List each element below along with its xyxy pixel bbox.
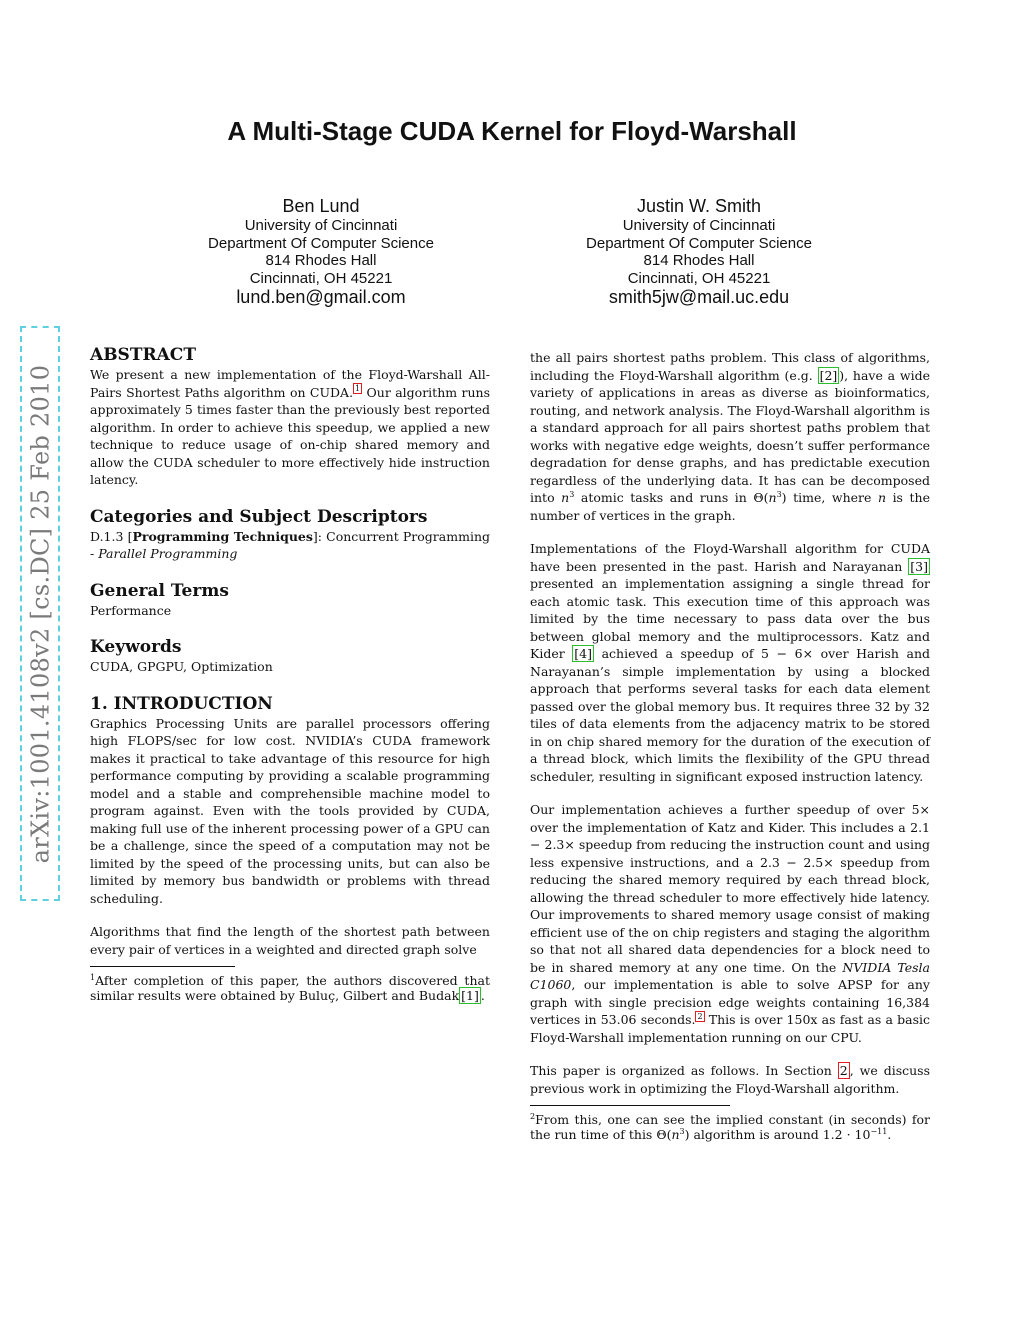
footnote-ref-2[interactable]: 2 [697,1011,703,1021]
introduction-heading: 1. INTRODUCTION [90,693,273,714]
general-terms-text: Performance [90,602,172,618]
arxiv-stamp[interactable] [20,326,60,901]
citation-link[interactable]: [2] [819,367,838,383]
keywords-section [90,637,490,676]
citation-link[interactable]: [1] [461,988,479,1003]
author-email[interactable]: lund.ben@gmail.com [236,287,406,307]
footnote-2: $^2$From this, one can see the implied constant (in seconds) for the run time of this $\Theta(n^3)$ algorithm is around $1.2 \cdot 10^{-11}$. [530,1111,930,1142]
author-block-1 [141,195,501,307]
body-paragraph: This paper is organized as follows. In Section 2 , we discuss previous work in optimizing the Floyd-Warshall algorithm. [530,1063,930,1096]
paper-title: A Multi-Stage CUDA Kernel for Floyd-Warshall [227,116,797,146]
author-department: Department Of Computer Science [586,234,812,252]
right-column [530,349,930,1158]
footnote-rule [530,1105,730,1106]
footnote-ref-1[interactable]: 1 [355,384,361,394]
author-affiliation: University of Cincinnati [622,217,776,234]
author-city: Cincinnati, OH 45221 [249,269,393,287]
keywords-text: CUDA, GPGPU, Optimization [90,659,273,674]
abstract-section [90,345,490,489]
body-paragraph: Our implementation achieves a further speedup of over 5× over the implementation of Katz and Kider. This includes a 2.1 − 2.3× speedup from reducing the instruction count and using less expensive instructions, and a 2.3 − 2.5× speedup from reducing the shared memory required by each thread block, allowing the thread scheduler to more effectively hide latency. Our improvements to shared memory usage consist of making efficient use of the on chip registers and staging the algorithm so that not all shared data dependencies for a block need to be in shared memory at any one time. On the NVIDIA Tesla C1060, our implementation is able to solve APSP for any graph with single precision edge weights containing 16,384 vertices in 53.06 seconds. $^2$ This is over 150x as fast as a basic Floyd-Warshall implementation running on our CPU. [530,802,931,1045]
keywords-heading: Keywords [90,637,182,657]
body-paragraph: the all pairs shortest paths problem. This class of algorithms, including the Floyd-Warshall algorithm (e.g. [2] ), have a wide variety of applications in areas as diverse as bioinformatics, routing, and network analysis. The Floyd-Warshall algorithm is a standard approach for all pairs shortest paths problem that works with negative edge weights, doesn’t suffer performance degradation for dense graphs, and has predictable execution regardless of the underlying data. It has can be decomposed into $n^3$ atomic tasks and runs in $\Theta(n^3)$ time, where n is the number of vertices in the graph. [530,350,930,523]
abstract-text: We present a new implementation of the Floyd-Warshall All-Pairs Shortest Paths algorithm on CUDA. $^1$ Our algorithm runs approximately 5 times faster than the previously best reported algorithm. In order to achieve this speedup, we applied a new technique to reduce usage of on-chip shared memory and allow the CUDA scheduler to more effectively hide instruction latency. [90,367,490,487]
footnote-rule [90,966,235,967]
author-block-2 [519,195,879,307]
categories-text: D.1.3 [Programming Techniques]: Concurrent Programming - Parallel Programming [90,528,490,561]
author-city: Cincinnati, OH 45221 [627,269,771,287]
general-terms-section [90,581,490,620]
introduction-paragraph: Algorithms that find the length of the shortest path between every pair of vertices in a weighted and directed graph solve [90,924,490,957]
author-name: Justin W. Smith [636,196,762,216]
categories-heading: Categories and Subject Descriptors [90,506,428,527]
general-terms-heading: General Terms [90,580,229,601]
author-email[interactable]: smith5jw@mail.uc.edu [608,287,790,307]
footnote-1: $^1$After completion of this paper, the authors discovered that similar results were obtained by Buluç, Gilbert and Budak [1] . [90,972,490,1003]
introduction-section [90,694,490,959]
author-address: 814 Rhodes Hall [265,252,377,269]
author-name: Ben Lund [282,196,360,216]
section-link[interactable]: 2 [839,1063,848,1078]
author-department: Department Of Computer Science [208,234,434,252]
author-address: 814 Rhodes Hall [643,252,755,269]
citation-link[interactable]: [3] [910,558,928,574]
categories-section [90,507,490,563]
abstract-heading: ABSTRACT [90,345,196,365]
arxiv-id: arXiv:1001.4108v2 [cs.DC] 25 Feb 2010 [26,364,55,863]
introduction-paragraph: Graphics Processing Units are parallel processors offering high FLOPS/sec for low cost. NVIDIA’s CUDA framework makes it practical to take advantage of this resource for high performance computing by providing a scalable programming model and a stable and comprehensible machine model to program against. Even with the tools provided by CUDA, making full use of the inherent processing power of a GPU can be a challenge, since the speed of a computation may not be limited by the speed of the processing units, but can also be limited by memory bus bandwidth or problems with thread scheduling. [90,715,490,906]
citation-link[interactable]: [4] [574,646,592,661]
left-column [90,345,490,1019]
author-affiliation: University of Cincinnati [244,217,398,234]
body-paragraph: Implementations of the Floyd-Warshall algorithm for CUDA have been presented in the past. Harish and Narayanan [3] presented an implementation assigning a single thread for each atomic task. This execution time of this approach was limited by the time necessary to pass data over the bus between global memory and the multiprocessors. Katz and Kider [4] achieved a speedup of 5 − 6× over Harish and Narayanan’s simple implementation by using a blocked approach that performs several tasks for each data element passed over the global memory bus. It requires three 32 by 32 tiles of data elements from the adjacency matrix to be stored in on chip shared memory for the duration of the execution of a thread block, which limits the flexibility of the GPU thread scheduler, resulting in significant exposed instruction latency. [530,541,930,784]
